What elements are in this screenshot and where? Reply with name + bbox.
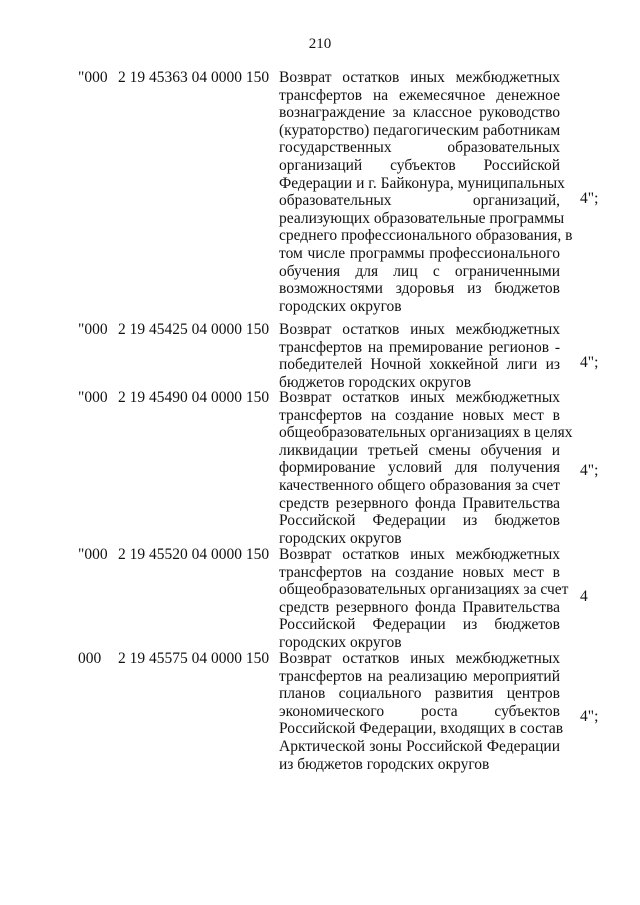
description-line: образовательных организаций,	[279, 192, 560, 210]
description-line: из бюджетов городских округов	[279, 755, 490, 773]
description	[279, 389, 573, 547]
description-line: организаций субъектов Российской	[279, 156, 560, 174]
amount: 4";	[580, 708, 599, 725]
description-line: Возврат остатков иных межбюджетных	[279, 546, 560, 563]
description-line: Российской Федерации из бюджетов	[279, 616, 560, 634]
description-line: обучения для лиц с ограниченными	[279, 262, 560, 280]
table-row	[0, 546, 640, 652]
description	[279, 546, 569, 652]
description-line: качественного общего образования за счет	[279, 476, 560, 494]
description-line: Возврат остатков иных межбюджетных	[279, 69, 560, 86]
budget-code: 2 19 45520 04 0000 150	[118, 546, 270, 563]
description-line: ликвидации третьей смены обучения и	[279, 441, 560, 459]
table-row	[0, 650, 640, 773]
description-line: средств резервного фонда Правительства	[279, 598, 560, 616]
description-line: победителей Ночной хоккейной лиги из	[279, 356, 560, 374]
description-line: реализующих образовательные программы	[279, 209, 565, 227]
description	[279, 321, 560, 391]
description	[279, 650, 564, 773]
code-prefix: "000	[78, 321, 108, 338]
description-line: экономического роста субъектов	[279, 702, 560, 720]
code-prefix: "000	[78, 69, 108, 86]
code-prefix: "000	[78, 546, 108, 563]
amount: 4";	[580, 190, 599, 207]
amount: 4";	[580, 354, 599, 371]
description-line: трансфертов на ежемесячное денежное	[279, 86, 560, 104]
description-line: планов социального развития центров	[279, 685, 560, 703]
table-row	[0, 321, 640, 391]
description-line: Возврат остатков иных межбюджетных	[279, 389, 560, 406]
budget-code: 2 19 45575 04 0000 150	[118, 650, 270, 667]
description-line: формирование условий для получения	[279, 459, 560, 477]
description-line: Возврат остатков иных межбюджетных	[279, 321, 560, 338]
budget-code: 2 19 45363 04 0000 150	[118, 69, 270, 86]
description-line: трансфертов на создание новых мест в	[279, 563, 560, 581]
description-line: вознаграждение за классное руководство	[279, 104, 560, 122]
description-line: Возврат остатков иных межбюджетных	[279, 650, 560, 667]
description-line: Российской Федерации из бюджетов	[279, 512, 560, 530]
description-line: возможностями здоровья из бюджетов	[279, 280, 560, 298]
description-line: трансфертов на реализацию мероприятий	[279, 667, 560, 685]
code-prefix: "000	[78, 389, 108, 406]
description-line: том числе программы профессионального	[279, 244, 560, 262]
description-line: Федерации и г. Байконура, муниципальных	[279, 174, 565, 192]
table-row	[0, 69, 640, 315]
description-line: трансфертов на премирование регионов -	[279, 338, 560, 356]
description-line: среднего профессионального образования, в	[279, 227, 573, 245]
description-line: средств резервного фонда Правительства	[279, 494, 560, 512]
description-line: Российской Федерации, входящих в состав	[279, 720, 564, 738]
table-row	[0, 389, 640, 547]
description	[279, 69, 573, 315]
description-line: городских округов	[279, 633, 402, 651]
budget-code: 2 19 45425 04 0000 150	[118, 321, 270, 338]
description-line: городских округов	[279, 529, 402, 547]
description-line: городских округов	[279, 297, 402, 315]
description-line: бюджетов городских округов	[279, 373, 472, 391]
description-line: Арктической зоны Российской Федерации	[279, 737, 560, 755]
amount: 4";	[580, 462, 599, 479]
budget-code: 2 19 45490 04 0000 150	[118, 389, 270, 406]
amount: 4	[580, 588, 588, 605]
description-line: (кураторство) педагогическим работникам	[279, 121, 561, 139]
description-line: трансфертов на создание новых мест в	[279, 406, 560, 424]
description-line: государственных образовательных	[279, 139, 560, 157]
description-line: общеобразовательных организациях в целях	[279, 424, 573, 442]
description-line: общеобразовательных организациях за счет	[279, 581, 569, 599]
page-number: 210	[308, 36, 332, 52]
code-prefix: 000	[78, 650, 102, 667]
